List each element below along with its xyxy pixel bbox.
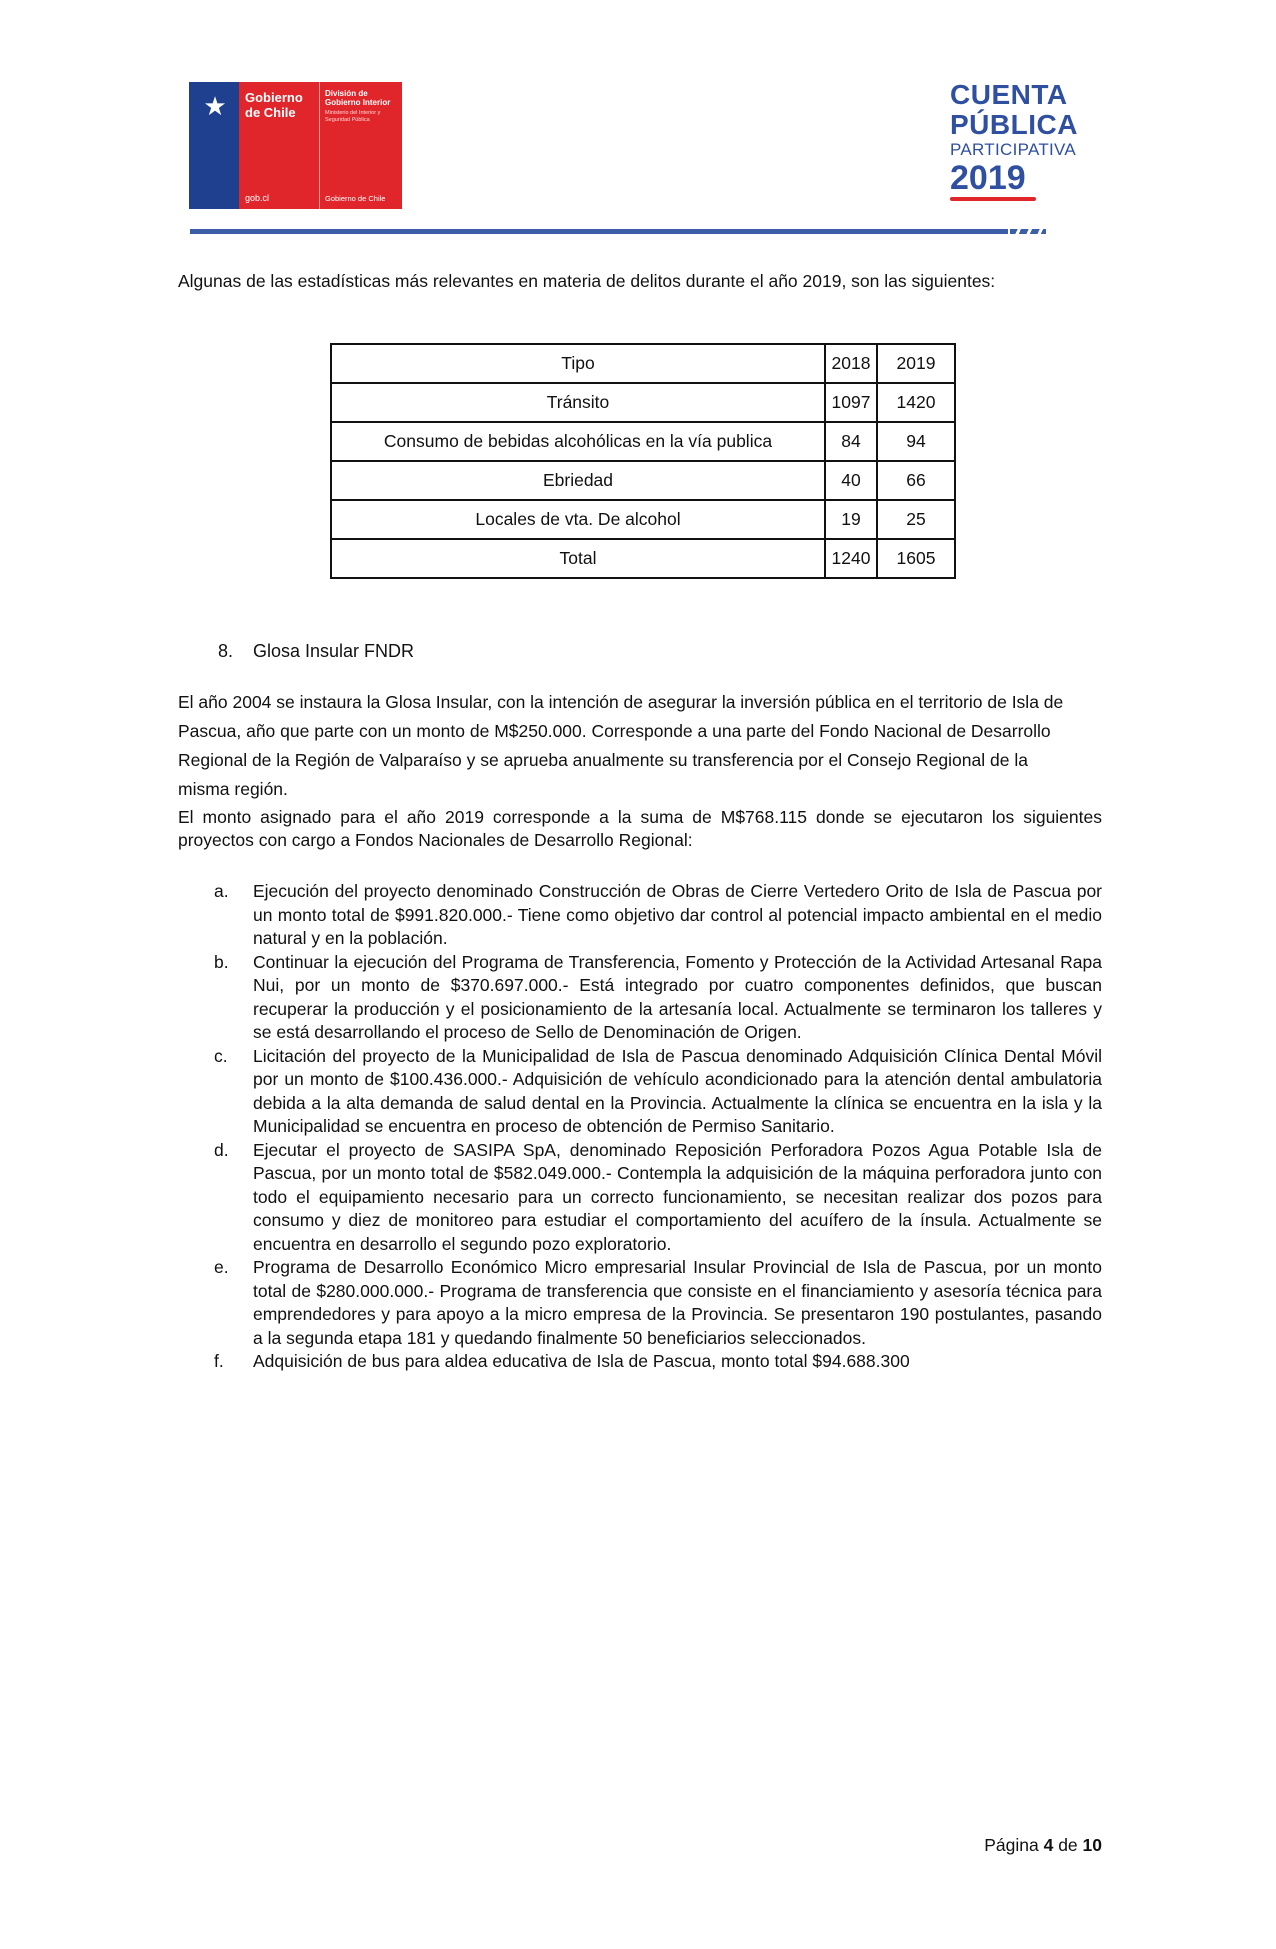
gobierno-name: Gobierno de Chile [245, 90, 303, 120]
table-cell: 25 [877, 500, 955, 539]
list-item-text: Licitación del proyecto de la Municipalidad de Isla de Pascua denominado Adquisición Clínica Dental Móvil por un monto de $100.436.000.- Adquisición de vehículo acondicionado para la atención dental ambulatoria debida a la alta demanda de salud dental en la Provincia. Actualmente la clínica se encuentra en la isla y la Municipalidad se encuentra en proceso de obtención de Permiso Sanitario. [253, 1045, 1102, 1136]
monto-paragraph: El monto asignado para el año 2019 corresponde a la suma de M$768.115 donde se ejecutaron los siguientes proyectos con cargo a Fondos Nacionales de Desarrollo Regional: [178, 807, 1102, 850]
list-item [178, 1256, 1102, 1350]
cuenta-line3: PARTICIPATIVA [950, 140, 1077, 159]
list-item-label: e. [214, 1257, 229, 1277]
table-row [331, 383, 955, 422]
table-cell: 40 [825, 461, 877, 500]
division-footer: Gobierno de Chile [325, 194, 386, 203]
table-cell: 1605 [877, 539, 955, 578]
table-cell: 66 [877, 461, 955, 500]
list-item-text: Continuar la ejecución del Programa de Transferencia, Fomento y Protección de la Actividad Artesanal Rapa Nui, por un monto de $370.697.000.- Está integrado por cuatro componentes definidos, que buscan recuperar la producción y el posicionamiento de la artesanía local. Actualmente se terminaron los talleres y se está desarrollando el proceso de Sello de Denominación de Origen. [253, 951, 1102, 1042]
table-row [331, 422, 955, 461]
page-current: 4 [1043, 1835, 1054, 1855]
list-item-label: f. [214, 1351, 224, 1371]
table-cell: Tránsito [331, 383, 825, 422]
page-total: 10 [1082, 1835, 1102, 1855]
cuenta-line2: PÚBLICA [950, 109, 1078, 140]
table-header-cell: 2018 [825, 344, 877, 383]
cuenta-swoosh [950, 197, 1036, 201]
division-name: División de Gobierno Interior [325, 89, 391, 107]
table-row [331, 500, 955, 539]
list-item-label: b. [214, 951, 229, 972]
list-item-text: Ejecución del proyecto denominado Construcción de Obras de Cierre Vertedero Orito de Isla de Pascua por un monto total de $991.820.000.- Tiene como objetivo dar control al potencial impacto ambiental en el medio natural y en la población. [253, 881, 1102, 948]
logo-blue-band [189, 82, 239, 209]
section-heading [218, 641, 414, 662]
coat-of-arms-icon: ★ [203, 91, 227, 121]
cuenta-publica-logo [950, 80, 1100, 201]
division-subtitle: Ministerio del Interior y Seguridad Pública [325, 110, 381, 123]
table-cell: Ebriedad [331, 461, 825, 500]
projects-list [178, 880, 1102, 1374]
gobierno-url: gob.cl [245, 193, 270, 203]
header-stripes [1010, 229, 1046, 234]
list-item-label: d. [214, 1139, 229, 1160]
table-cell: 84 [825, 422, 877, 461]
list-item [178, 880, 1102, 951]
logo-red-band [239, 82, 319, 209]
table-cell: 1240 [825, 539, 877, 578]
list-item-label: c. [214, 1045, 228, 1066]
table-cell: Locales de vta. De alcohol [331, 500, 825, 539]
table-cell: 94 [877, 422, 955, 461]
table-cell: Consumo de bebidas alcohólicas en la vía publica [331, 422, 825, 461]
division-logo [319, 82, 402, 209]
gobierno-de-chile-logo [189, 82, 402, 209]
cuenta-line1: CUENTA [950, 79, 1068, 110]
section-title: Glosa Insular FNDR [253, 641, 415, 661]
table-cell: 1420 [877, 383, 955, 422]
intro-paragraph: Algunas de las estadísticas más relevantes en materia de delitos durante el año 2019, son las siguientes: [178, 271, 996, 291]
page-number [984, 1835, 1102, 1856]
table-header-cell: 2019 [877, 344, 955, 383]
header-divider [190, 229, 1008, 234]
list-item [178, 1045, 1102, 1139]
table-header-cell: Tipo [331, 344, 825, 383]
list-item-text: Adquisición de bus para aldea educativa de Isla de Pascua, monto total $94.688.300 [253, 1351, 910, 1371]
page-word: Página [984, 1835, 1039, 1855]
list-item-label: a. [214, 881, 229, 901]
list-item-text: Programa de Desarrollo Económico Micro empresarial Insular Provincial de Isla de Pascua, por un monto total de $280.000.000.- Programa de transferencia que consiste en el financiamiento y asesoría técnica para emprendedores y para apoyo a la micro empresa de la Provincia. Se presentaron 190 postulantes, pasando a la segunda etapa 181 y quedando finalmente 50 beneficiarios seleccionados. [253, 1257, 1102, 1348]
table-row [331, 539, 955, 578]
table-row [331, 461, 955, 500]
list-item [178, 1350, 1102, 1374]
crime-stats-table [330, 343, 956, 579]
list-item-text: Ejecutar el proyecto de SASIPA SpA, denominado Reposición Perforadora Pozos Agua Potable Isla de Pascua, por un monto total de $582.049.000.- Contempla la adquisición de la máquina perforadora junto con todo el equipamiento necesario para un correcto funcionamiento, se necesitan realizar dos pozos para consumo y diez de monitoreo para estudiar el comportamiento del acuífero de la ínsula. Actualmente se encuentra en desarrollo el segundo pozo exploratorio. [253, 1139, 1102, 1254]
glosa-paragraph: El año 2004 se instaura la Glosa Insular, con la intención de asegurar la inversión pública en el territorio de Isla de Pascua, año que parte con un monto de M$250.000. Corresponde a una parte del Fondo Nacional de Desarrollo Regional de la Región de Valparaíso y se aprueba anualmente su transferencia por el Consejo Regional de la misma región. [178, 692, 1064, 799]
table-header-row [331, 344, 955, 383]
cuenta-year: 2019 [950, 159, 1026, 197]
of-word: de [1058, 1835, 1078, 1855]
list-item [178, 1139, 1102, 1257]
table-cell: 1097 [825, 383, 877, 422]
list-item [178, 951, 1102, 1045]
table-cell: Total [331, 539, 825, 578]
table-cell: 19 [825, 500, 877, 539]
section-number: 8. [218, 641, 234, 661]
